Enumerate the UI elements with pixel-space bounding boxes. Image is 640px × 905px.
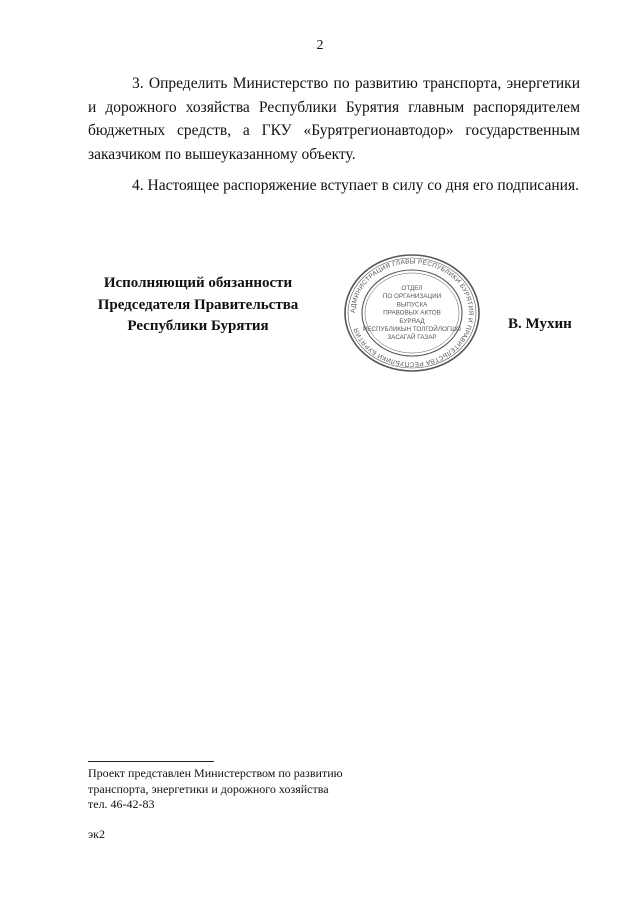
footnote-divider: [88, 761, 214, 762]
seal-center-line: ЗАСАГАЙ ГАЗАР: [387, 334, 437, 342]
footnote-line: тел. 46-42-83: [88, 797, 155, 811]
seal-center-line: РЕСПУБЛИКЫН ТОЛГОЙЛОГШО: [363, 326, 461, 333]
signer-title-line: Исполняющий обязанности: [103, 275, 293, 291]
footnote-line: Проект представлен Министерством по развитию: [88, 766, 343, 780]
signer-title-line: Председателя Правительства: [97, 296, 299, 313]
official-seal: [342, 252, 482, 374]
footnote: [88, 766, 408, 813]
page-number: 2: [316, 38, 324, 53]
footnote-line: транспорта, энергетики и дорожного хозяйства: [88, 781, 329, 796]
seal-center-line: БУРЯАД: [399, 317, 425, 325]
seal-center-text: [363, 285, 461, 341]
seal-center-line: ВЫПУСКА: [396, 301, 428, 309]
signer-title-line: Республики Бурятия: [127, 318, 269, 334]
paragraph-4: 4. Настоящее распоряжение вступает в силу со дня его подписания.: [132, 177, 579, 194]
signer-name: В. Мухин: [508, 316, 572, 332]
seal-center-line: ОТДЕЛ: [401, 285, 423, 292]
document-code: эк2: [88, 827, 105, 841]
seal-center-line: ПО ОРГАНИЗАЦИИ: [382, 293, 442, 301]
signer-title: [86, 273, 310, 338]
seal-ring-text: АДМИНИСТРАЦИЯ ГЛАВЫ РЕСПУБЛИКИ БУРЯТИЯ И ПРАВИТЕЛЬСТВА РЕСПУБЛИКИ БУРЯТИЯ: [349, 258, 475, 368]
official-seal-graphic: [342, 252, 482, 374]
seal-center-line: ПРАВОВЫХ АКТОВ: [383, 309, 441, 317]
paragraph-3: 3. Определить Министерство по развитию транспорта, энергетики и дорожного хозяйства Республики Бурятия главным распорядителем бюджетных средств, а ГКУ «Бурятрегионавтодор» государственным заказчиком по вышеуказанному объекту.: [88, 75, 580, 163]
